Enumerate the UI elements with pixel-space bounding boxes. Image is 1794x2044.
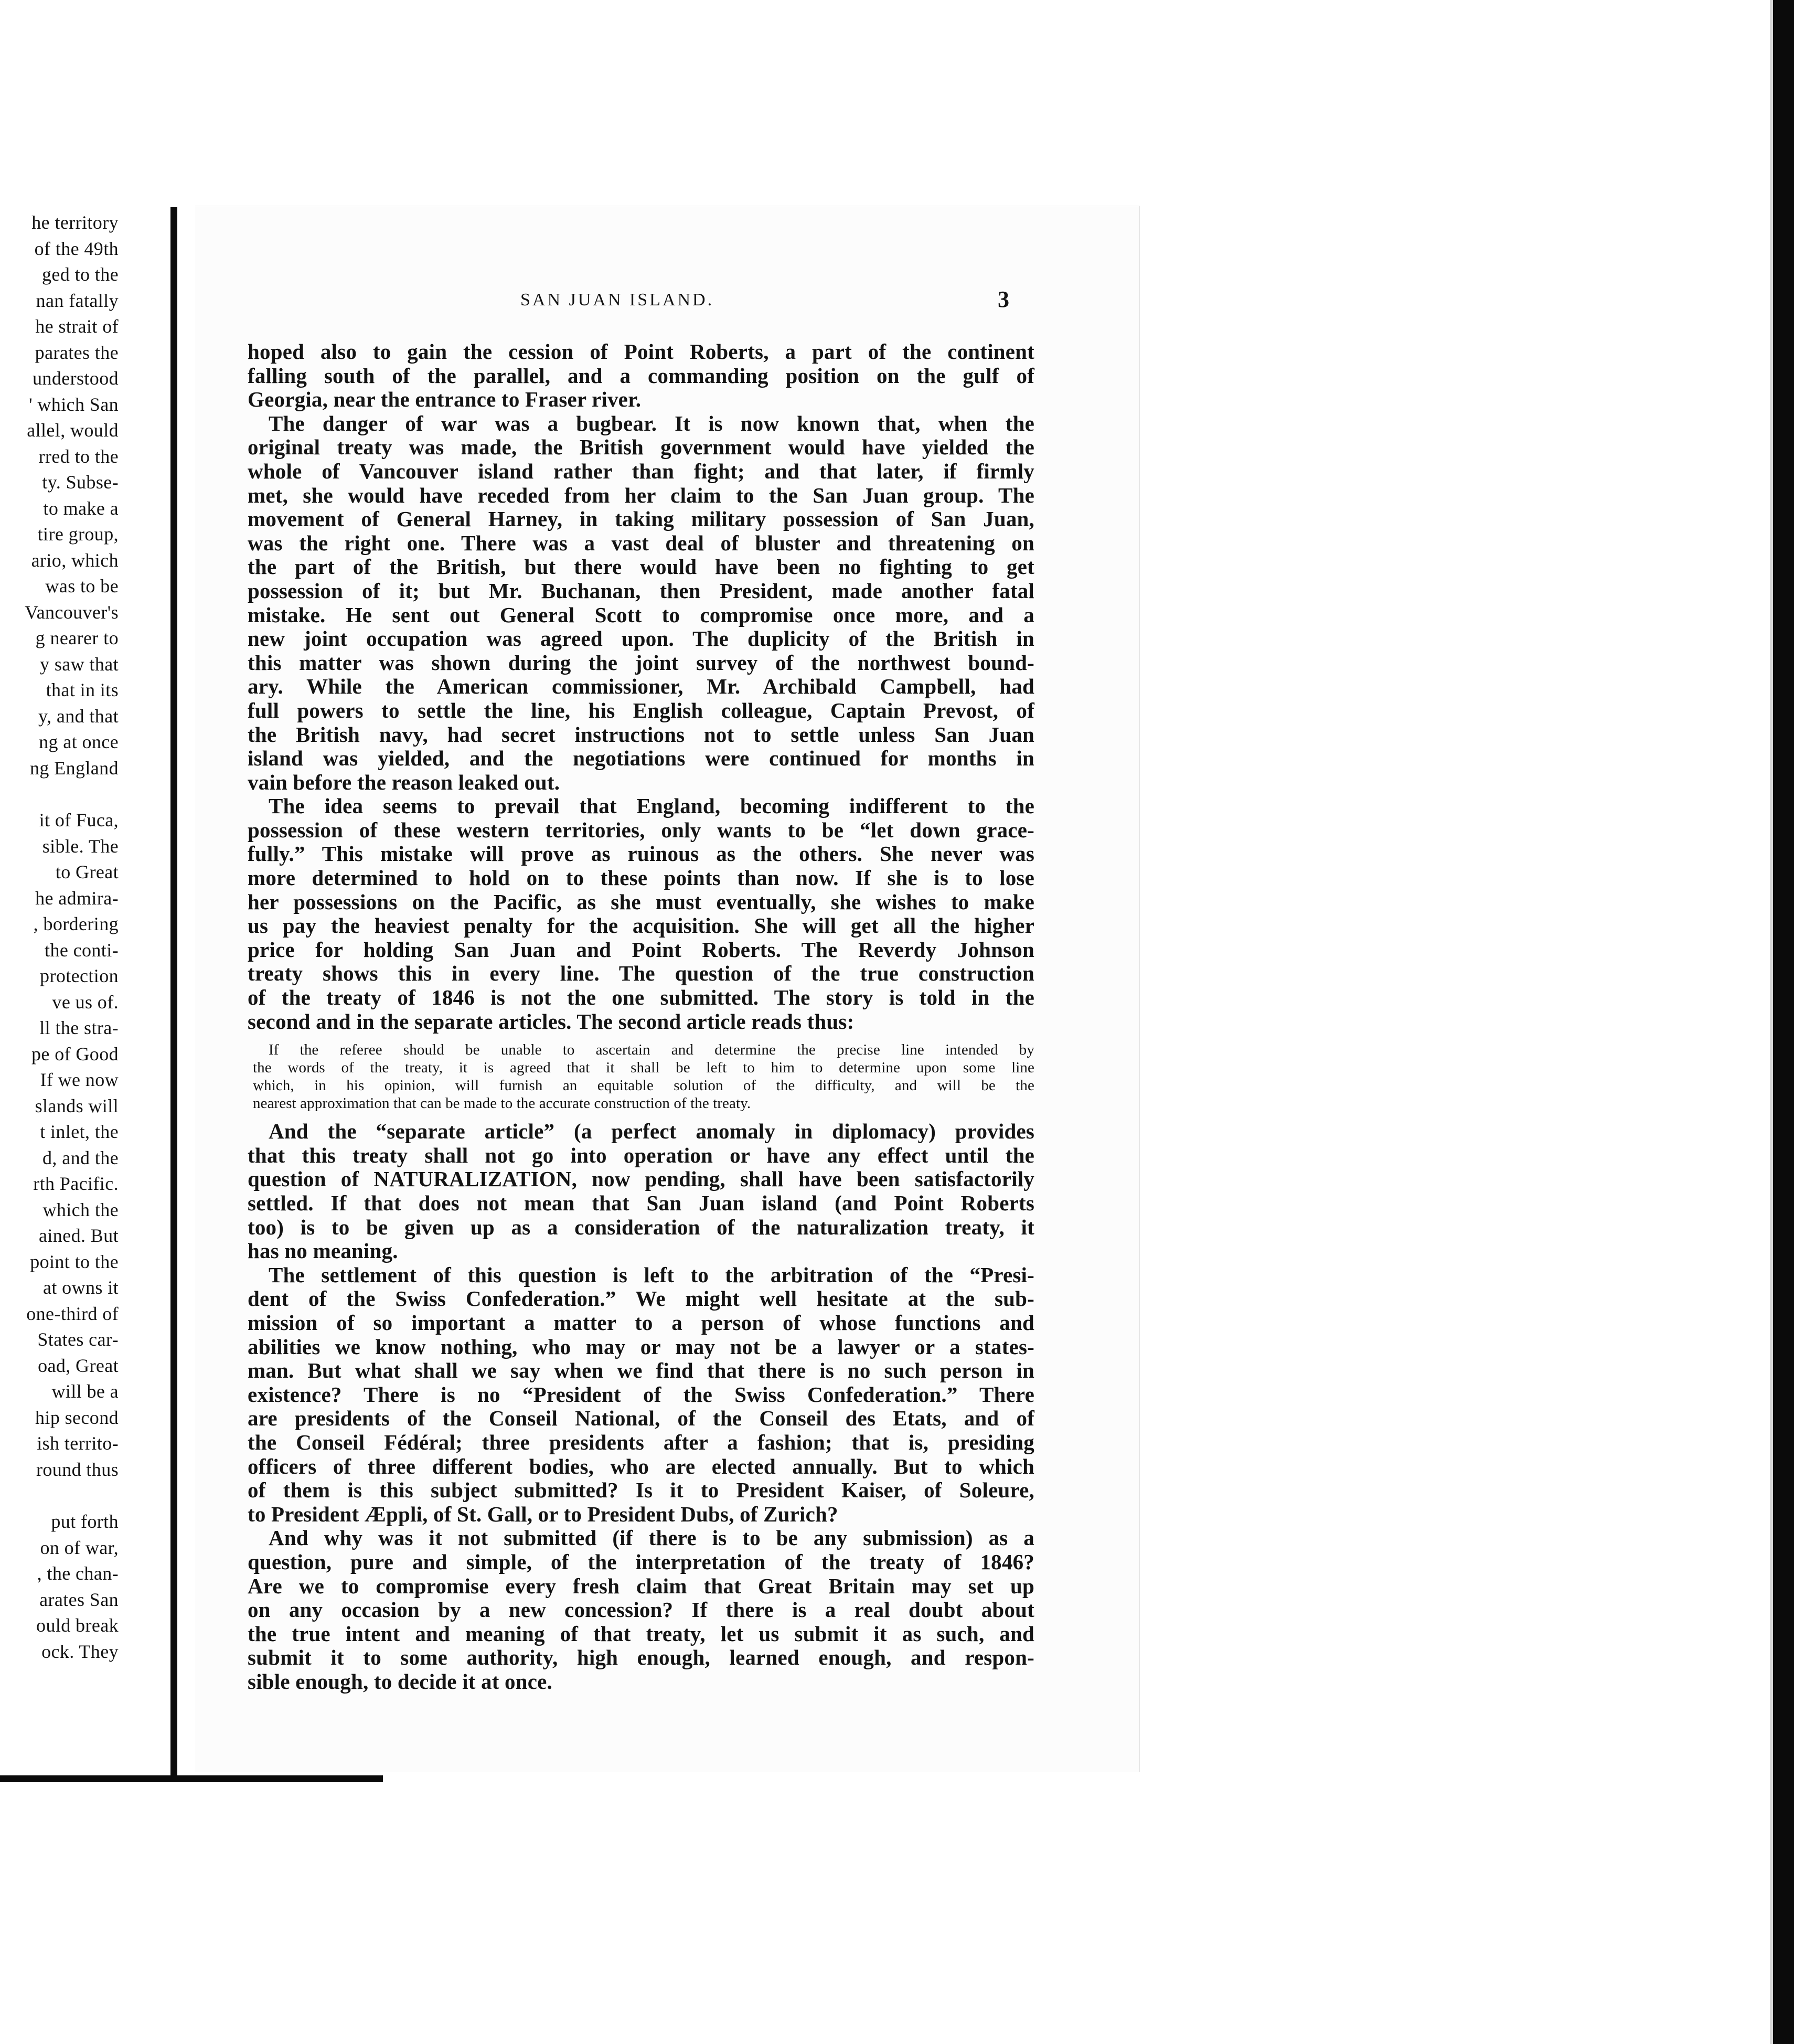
facing-page-line: arates San — [39, 1589, 119, 1610]
facing-page-line: , the chan- — [37, 1563, 119, 1584]
facing-page-rule-horizontal — [0, 1775, 383, 1782]
facing-page-line: the conti- — [45, 939, 119, 961]
facing-page-line: , bordering — [33, 913, 119, 934]
text-line: the part of the British, but there would have been no fighting to get — [248, 555, 1034, 579]
facing-page-line: g nearer to — [35, 627, 119, 648]
facing-page-line: on of war, — [40, 1537, 119, 1558]
facing-page-line: ged to the — [42, 264, 119, 285]
text-line: hoped also to gain the cession of Point Roberts, a part of the continent — [248, 339, 1034, 364]
facing-page-line: ll the stra- — [39, 1017, 119, 1038]
body-text — [248, 340, 1034, 1694]
text-line: sible enough, to decide it at once. — [248, 1669, 552, 1694]
facing-page-line: pe of Good — [31, 1043, 119, 1064]
facing-page-line: ve us of. — [52, 991, 119, 1013]
facing-page-line: Vancouver's — [25, 601, 119, 623]
block-quote — [248, 1041, 1034, 1112]
text-line: ary. While the American commissioner, Mr. Archibald Campbell, had — [248, 674, 1034, 699]
facing-page-line: tire group, — [37, 524, 119, 545]
facing-page-line: put forth — [51, 1511, 119, 1532]
text-line: falling south of the parallel, and a commanding position on the gulf of — [248, 363, 1034, 388]
text-line: abilities we know nothing, who may or may not be a lawyer or a states- — [248, 1334, 1034, 1359]
text-line: question, pure and simple, of the interpretation of the treaty of 1846? — [248, 1549, 1034, 1574]
facing-page-line: at owns it — [43, 1277, 119, 1298]
quote-line: If the referee should be unable to ascertain and determine the precise line intended by — [269, 1041, 1034, 1059]
facing-page-line: will be a — [51, 1381, 119, 1402]
text-line: Are we to compromise every fresh claim that Great Britain may set up — [248, 1573, 1034, 1598]
text-line: on any occasion by a new concession? If there is a real doubt about — [248, 1598, 1034, 1622]
facing-page-line: ario, which — [31, 549, 119, 571]
text-line: this matter was shown during the joint survey of the northwest bound- — [248, 650, 1034, 675]
facing-page-line: d, and the — [42, 1147, 119, 1168]
facing-page-line: which the — [42, 1199, 119, 1220]
text-line: dent of the Swiss Confederation.” We might well hesitate at the sub- — [248, 1286, 1034, 1311]
paragraph — [248, 1526, 1034, 1694]
text-line: the true intent and meaning of that treaty, let us submit it as such, and — [248, 1621, 1034, 1646]
facing-page-line: ish territo- — [37, 1433, 119, 1454]
text-line: whole of Vancouver island rather than fight; and that later, if firmly — [248, 459, 1034, 483]
text-line: are presidents of the Conseil National, of the Conseil des Etats, and of — [248, 1406, 1034, 1431]
facing-page-line: to Great — [55, 861, 119, 882]
facing-page-line: ained. But — [39, 1225, 119, 1246]
facing-page-line: States car- — [37, 1329, 119, 1350]
text-line: movement of General Harney, in taking military possession of San Juan, — [248, 507, 1034, 531]
text-line: more determined to hold on to these points than now. If she is to lose — [248, 866, 1034, 890]
text-line: island was yielded, and the negotiations were continued for months in — [248, 746, 1034, 771]
page-number: 3 — [998, 286, 1009, 312]
text-line: too) is to be given up as a consideration of the naturalization treaty, it — [248, 1215, 1034, 1239]
facing-page-line: understood — [33, 368, 119, 389]
text-line: possession of these western territories, only wants to be “let down grace- — [248, 817, 1034, 842]
facing-page-line: he strait of — [35, 316, 119, 337]
text-line: met, she would have receded from her claim to the San Juan group. The — [248, 483, 1034, 507]
text-line: to President Æppli, of St. Gall, or to President Dubs, of Zurich? — [248, 1502, 838, 1526]
text-line: And the “separate article” (a perfect anomaly in diplomacy) provides — [269, 1119, 1034, 1144]
quote-line: which, in his opinion, will furnish an equitable solution of the difficulty, and will be the — [253, 1077, 1034, 1094]
facing-page-line: to make a — [43, 497, 119, 519]
facing-page-line: protection — [40, 965, 119, 986]
text-line: existence? There is no “President of the Swiss Confederation.” There — [248, 1382, 1034, 1407]
text-line: of the treaty of 1846 is not the one submitted. The story is told in the — [248, 985, 1034, 1010]
facing-page-line: hip second — [35, 1407, 119, 1428]
text-line: The idea seems to prevail that England, becoming indifferent to the — [269, 794, 1034, 818]
facing-page-line: of the 49th — [34, 238, 119, 259]
facing-page-rule-vertical — [170, 207, 177, 1781]
paragraph — [248, 1120, 1034, 1263]
text-line: the Conseil Fédéral; three presidents after a fashion; that is, presiding — [248, 1430, 1034, 1454]
paragraph — [248, 794, 1034, 1034]
text-line: was the right one. There was a vast deal of bluster and threatening on — [248, 530, 1034, 555]
scan-edge-border — [1773, 0, 1794, 2044]
running-head: SAN JUAN ISLAND. — [520, 290, 714, 310]
text-line: man. But what shall we say when we find that there is no such person in — [248, 1358, 1034, 1383]
facing-page-fragment — [0, 210, 167, 1779]
facing-page-line: sible. The — [42, 835, 119, 857]
facing-page-line: was to be — [45, 576, 119, 597]
facing-page-line: y, and that — [38, 705, 119, 727]
facing-page-line: If we now — [40, 1069, 119, 1090]
facing-page-gap — [0, 1483, 167, 1509]
facing-page-line: that in its — [46, 679, 119, 700]
text-line: officers of three different bodies, who are elected annually. But to which — [248, 1454, 1034, 1478]
facing-page-line: it of Fuca, — [39, 810, 119, 831]
facing-page-gap — [0, 781, 167, 807]
document-page — [195, 206, 1140, 1772]
text-line: vain before the reason leaked out. — [248, 770, 560, 794]
facing-page-line: ' which San — [29, 393, 119, 415]
facing-page-line: oad, Great — [38, 1355, 119, 1376]
text-line: possession of it; but Mr. Buchanan, then President, made another fatal — [248, 578, 1034, 603]
facing-page-line: point to the — [30, 1251, 119, 1272]
text-line: question of NATURALIZATION, now pending, shall have been satisfactorily — [248, 1167, 1034, 1191]
text-line: submit it to some authority, high enough, learned enough, and respon- — [248, 1645, 1034, 1670]
facing-page-line: he territory — [31, 212, 119, 233]
paragraph — [248, 412, 1034, 795]
text-line: price for holding San Juan and Point Roberts. The Reverdy Johnson — [248, 937, 1034, 962]
facing-page-line: one-third of — [26, 1303, 119, 1324]
facing-page-line: he admira- — [35, 887, 119, 909]
quote-line: nearest approximation that can be made to the accurate construction of the treaty. — [253, 1095, 751, 1112]
text-line: new joint occupation was agreed upon. The duplicity of the British in — [248, 626, 1034, 651]
text-line: has no meaning. — [248, 1239, 398, 1263]
text-line: The danger of war was a bugbear. It is now known that, when the — [269, 411, 1034, 435]
text-line: And why was it not submitted (if there is to be any submission) as a — [269, 1526, 1034, 1550]
quote-line: the words of the treaty, it is agreed that it shall be left to him to determine upon some line — [253, 1059, 1034, 1077]
text-line: mistake. He sent out General Scott to compromise once more, and a — [248, 602, 1034, 627]
text-line: mission of so important a matter to a person of whose functions and — [248, 1310, 1034, 1335]
text-line: The settlement of this question is left to the arbitration of the “Presi- — [269, 1262, 1034, 1287]
text-line: settled. If that does not mean that San Juan island (and Point Roberts — [248, 1191, 1034, 1215]
text-line: that this treaty shall not go into operation or have any effect until the — [248, 1143, 1034, 1167]
facing-page-line: ock. They — [41, 1641, 119, 1662]
facing-page-line: t inlet, the — [40, 1121, 119, 1142]
paragraph — [248, 340, 1034, 412]
text-line: the British navy, had secret instructions not to settle unless San Juan — [248, 722, 1034, 747]
facing-page-line: allel, would — [27, 420, 119, 441]
facing-page-text — [0, 210, 167, 1665]
facing-page-line: parates the — [35, 342, 119, 363]
text-line: second and in the separate articles. The second article reads thus: — [248, 1009, 855, 1034]
text-line: fully.” This mistake will prove as ruinous as the others. She never was — [248, 842, 1034, 866]
page-header — [195, 286, 1139, 322]
facing-page-line: rred to the — [38, 445, 119, 467]
facing-page-line: ty. Subse- — [42, 472, 119, 493]
text-line: treaty shows this in every line. The question of the true construction — [248, 961, 1034, 986]
paragraph — [248, 1263, 1034, 1527]
text-line: of them is this subject submitted? Is it to President Kaiser, of Soleure, — [248, 1478, 1034, 1503]
facing-page-line: y saw that — [40, 653, 119, 675]
text-line: Georgia, near the entrance to Fraser river. — [248, 387, 642, 412]
text-line: full powers to settle the line, his English colleague, Captain Prevost, of — [248, 698, 1034, 722]
facing-page-line: ould break — [36, 1615, 119, 1636]
facing-page-line: ng England — [30, 757, 119, 779]
facing-page-line: rth Pacific. — [33, 1173, 119, 1194]
facing-page-line: slands will — [35, 1095, 119, 1116]
facing-page-line: nan fatally — [36, 290, 119, 311]
text-line: us pay the heaviest penalty for the acquisition. She will get all the higher — [248, 913, 1034, 938]
facing-page-line: ng at once — [39, 731, 119, 752]
text-line: original treaty was made, the British government would have yielded the — [248, 435, 1034, 460]
text-line: her possessions on the Pacific, as she must eventually, she wishes to make — [248, 889, 1034, 914]
facing-page-line: round thus — [36, 1459, 119, 1480]
